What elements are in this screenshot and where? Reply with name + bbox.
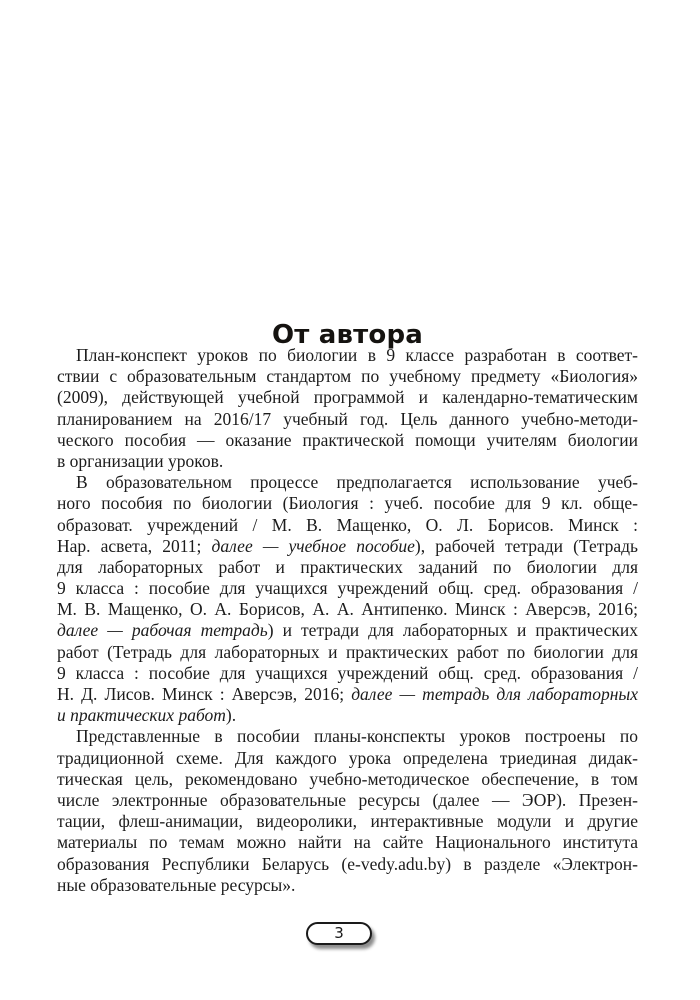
text-line bbox=[57, 705, 638, 726]
text-line bbox=[57, 472, 638, 493]
text-segment: План-конспект уроков по биологии в 9 классе разработан в соответ- bbox=[76, 345, 638, 365]
text-segment: ) и тетради для лабораторных и практических bbox=[267, 620, 638, 641]
text-segment: ), рабочей тетради (Тетрадь bbox=[414, 535, 638, 556]
italic-text-segment: далее — рабочая тетрадь bbox=[57, 620, 268, 641]
text-segment: образоват. учреждений / М. В. Мащенко, О. Л. Борисов. Минск : bbox=[57, 514, 638, 535]
text-segment: ные образовательные ресурсы». bbox=[57, 874, 296, 895]
text-line bbox=[57, 557, 638, 578]
text-line bbox=[57, 409, 638, 430]
text-segment: материалы по темам можно найти на сайте Национального института bbox=[57, 832, 638, 853]
paragraph bbox=[57, 345, 638, 472]
text-line bbox=[57, 536, 638, 557]
text-segment: числе электронные образовательные ресурсы (далее — ЭОР). Презен- bbox=[57, 789, 638, 810]
text-line bbox=[57, 663, 638, 684]
italic-text-segment: и практических работ bbox=[57, 705, 226, 726]
text-line bbox=[57, 366, 638, 387]
text-line bbox=[57, 578, 638, 599]
text-line bbox=[57, 451, 638, 472]
text-line bbox=[57, 769, 638, 790]
text-segment: Представленные в пособии планы-конспекты уроков построены по bbox=[76, 726, 638, 747]
text-segment: ствии с образовательным стандартом по учебному предмету «Биология» bbox=[57, 366, 638, 387]
text-line bbox=[57, 387, 638, 408]
text-block bbox=[57, 345, 638, 896]
page-number: 3 bbox=[334, 924, 344, 942]
text-segment: Н. Д. Лисов. Минск : Аверсэв, 2016; bbox=[57, 684, 352, 704]
page-title: От автора bbox=[271, 320, 424, 351]
text-segment: планированием на 2016/17 учебный год. Цель данного учебно-методи- bbox=[57, 408, 638, 429]
page-number-badge bbox=[306, 922, 372, 945]
text-segment: в организации уроков. bbox=[57, 450, 224, 471]
text-segment: Нар. асвета, 2011; bbox=[57, 535, 212, 556]
text-line bbox=[57, 832, 638, 853]
text-segment: 9 класса : пособие для учащихся учреждений общ. сред. образования / bbox=[57, 662, 638, 683]
text-line bbox=[57, 599, 638, 620]
text-line bbox=[57, 790, 638, 811]
text-line bbox=[57, 515, 638, 536]
text-line bbox=[57, 684, 638, 705]
text-segment: тации, флеш-анимации, видеоролики, интерактивные модули и другие bbox=[57, 811, 638, 832]
text-line bbox=[57, 875, 638, 896]
text-segment: для лабораторных работ и практических заданий по биологии для bbox=[57, 556, 638, 577]
text-segment: ). bbox=[225, 705, 237, 726]
text-line bbox=[57, 493, 638, 514]
italic-text-segment: далее — тетрадь для лабораторных bbox=[351, 684, 638, 704]
text-segment: 9 класса : пособие для учащихся учреждений общ. сред. образования / bbox=[57, 578, 638, 599]
text-segment: В образовательном процессе предполагается использование учеб- bbox=[76, 472, 638, 493]
text-segment: (2009), действующей учебной программой и календарно-тематическим bbox=[57, 387, 638, 408]
text-line bbox=[57, 748, 638, 769]
text-segment: работ (Тетрадь для лабораторных и практических работ по биологии для bbox=[57, 641, 638, 662]
italic-text-segment: далее — учебное пособие bbox=[211, 535, 415, 556]
text-line bbox=[57, 811, 638, 832]
text-line bbox=[57, 642, 638, 663]
text-line bbox=[57, 430, 638, 451]
paragraph bbox=[57, 472, 638, 726]
text-line bbox=[57, 620, 638, 641]
text-line bbox=[57, 345, 638, 366]
text-segment: ного пособия по биологии (Биология : учеб. пособие для 9 кл. обще- bbox=[57, 493, 638, 514]
paragraph bbox=[57, 726, 638, 896]
text-segment: образования Республики Беларусь (e-vedy.adu.by) в разделе «Электрон- bbox=[57, 853, 638, 874]
text-segment: традиционной схеме. Для каждого урока определена триединая дидак- bbox=[57, 747, 638, 768]
text-segment: тическая цель, рекомендовано учебно-методическое обеспечение, в том bbox=[57, 768, 638, 789]
text-segment: ческого пособия — оказание практической помощи учителям биологии bbox=[57, 429, 638, 450]
text-segment: М. В. Мащенко, О. А. Борисов, А. А. Антипенко. Минск : Аверсэв, 2016; bbox=[57, 599, 638, 620]
text-line bbox=[57, 726, 638, 747]
text-line bbox=[57, 854, 638, 875]
